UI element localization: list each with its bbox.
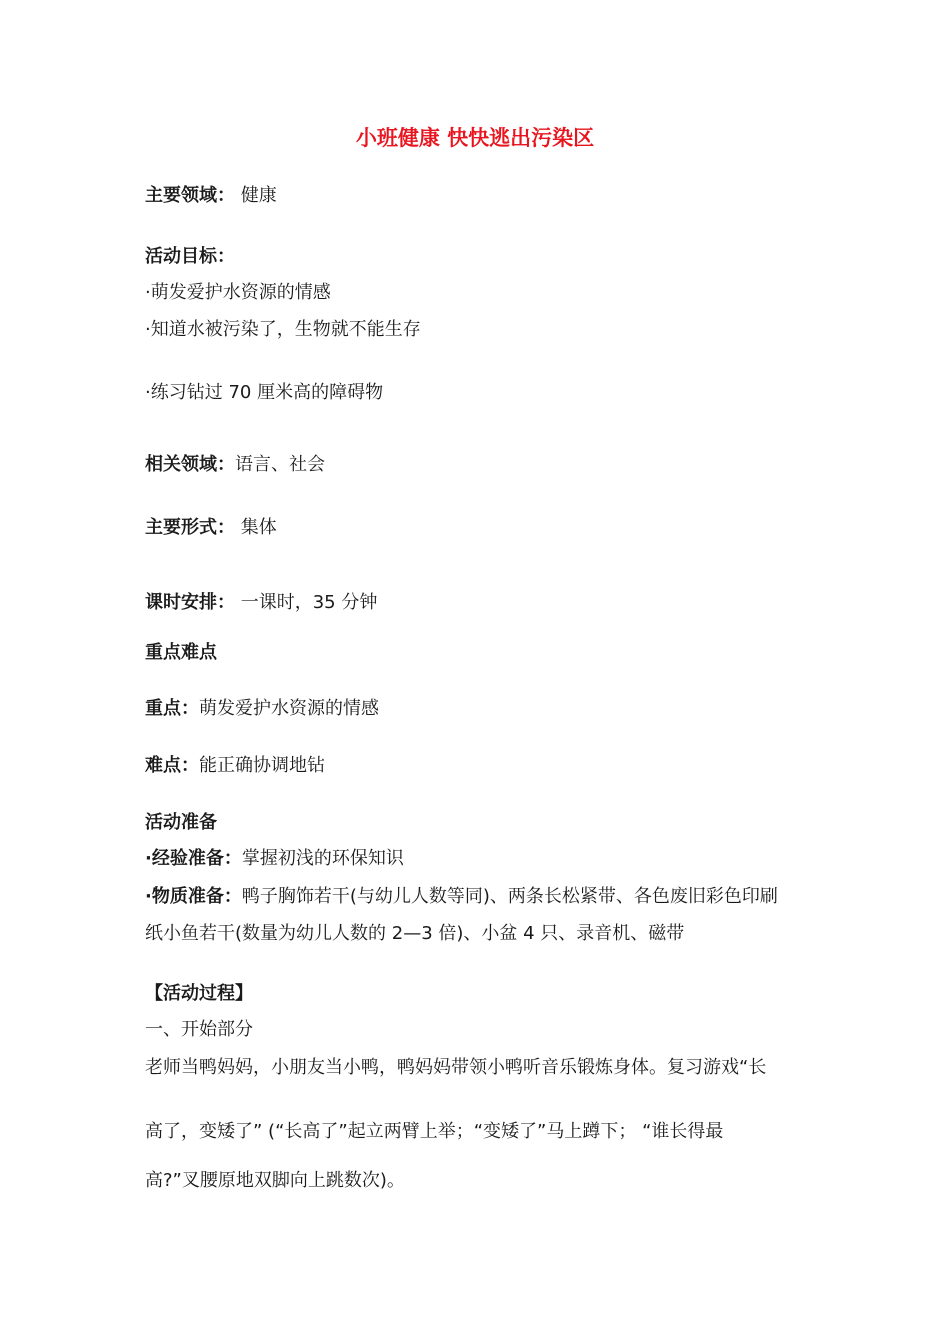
experience-value: 掌握初浅的环保知识 <box>241 848 404 869</box>
focus-label: 重点： <box>145 698 199 719</box>
main-form-value: 集体 <box>235 517 277 538</box>
key-points-heading: 重点难点 <box>145 642 217 663</box>
process-heading: 【活动过程】 <box>145 983 253 1004</box>
process-paragraph-line: 高了，变矮了” (“长高了”起立两臂上举；“变矮了”马上蹲下； “谁长得最 <box>145 1121 724 1142</box>
material-label: ·物质准备： <box>145 886 242 907</box>
main-form-row <box>145 516 277 540</box>
focus-value: 萌发爱护水资源的情感 <box>199 698 379 719</box>
experience-row <box>145 847 404 871</box>
goals-heading: 活动目标： <box>145 246 235 267</box>
difficulty-label: 难点： <box>145 755 199 776</box>
experience-label: ·经验准备： <box>145 848 242 869</box>
material-continuation: 纸小鱼若干(数量为幼儿人数的 2—3 倍)、小盆 4 只、录音机、磁带 <box>145 923 685 944</box>
material-row <box>145 885 778 909</box>
related-domain-row <box>145 453 325 477</box>
related-domain-value: 语言、社会 <box>235 454 325 475</box>
goal-item: ·萌发爱护水资源的情感 <box>145 282 331 303</box>
goal-item: ·知道水被污染了，生物就不能生存 <box>145 319 421 340</box>
focus-row <box>145 697 379 721</box>
preparation-heading: 活动准备 <box>145 812 217 833</box>
schedule-label: 课时安排： <box>145 592 235 613</box>
schedule-row <box>145 591 377 615</box>
material-value: 鸭子胸饰若干(与幼儿人数等同)、两条长松紧带、各色废旧彩色印刷 <box>241 886 778 907</box>
process-part-heading: 一、开始部分 <box>145 1019 253 1040</box>
difficulty-value: 能正确协调地钻 <box>199 755 325 776</box>
related-domain-label: 相关领域： <box>145 454 235 475</box>
goal-item: ·练习钻过 70 厘米高的障碍物 <box>145 382 384 403</box>
document-title: 小班健康 快快逃出污染区 <box>355 126 595 150</box>
process-paragraph-line: 老师当鸭妈妈，小朋友当小鸭，鸭妈妈带领小鸭听音乐锻炼身体。复习游戏“长 <box>145 1057 767 1078</box>
difficulty-row <box>145 754 325 778</box>
schedule-value: 一课时，35 分钟 <box>235 592 378 613</box>
main-domain-value: 健康 <box>235 185 277 206</box>
process-paragraph-line: 高?”叉腰原地双脚向上跳数次)。 <box>145 1170 405 1191</box>
main-domain-label: 主要领域： <box>145 185 235 206</box>
main-form-label: 主要形式： <box>145 517 235 538</box>
main-domain-row <box>145 184 277 208</box>
